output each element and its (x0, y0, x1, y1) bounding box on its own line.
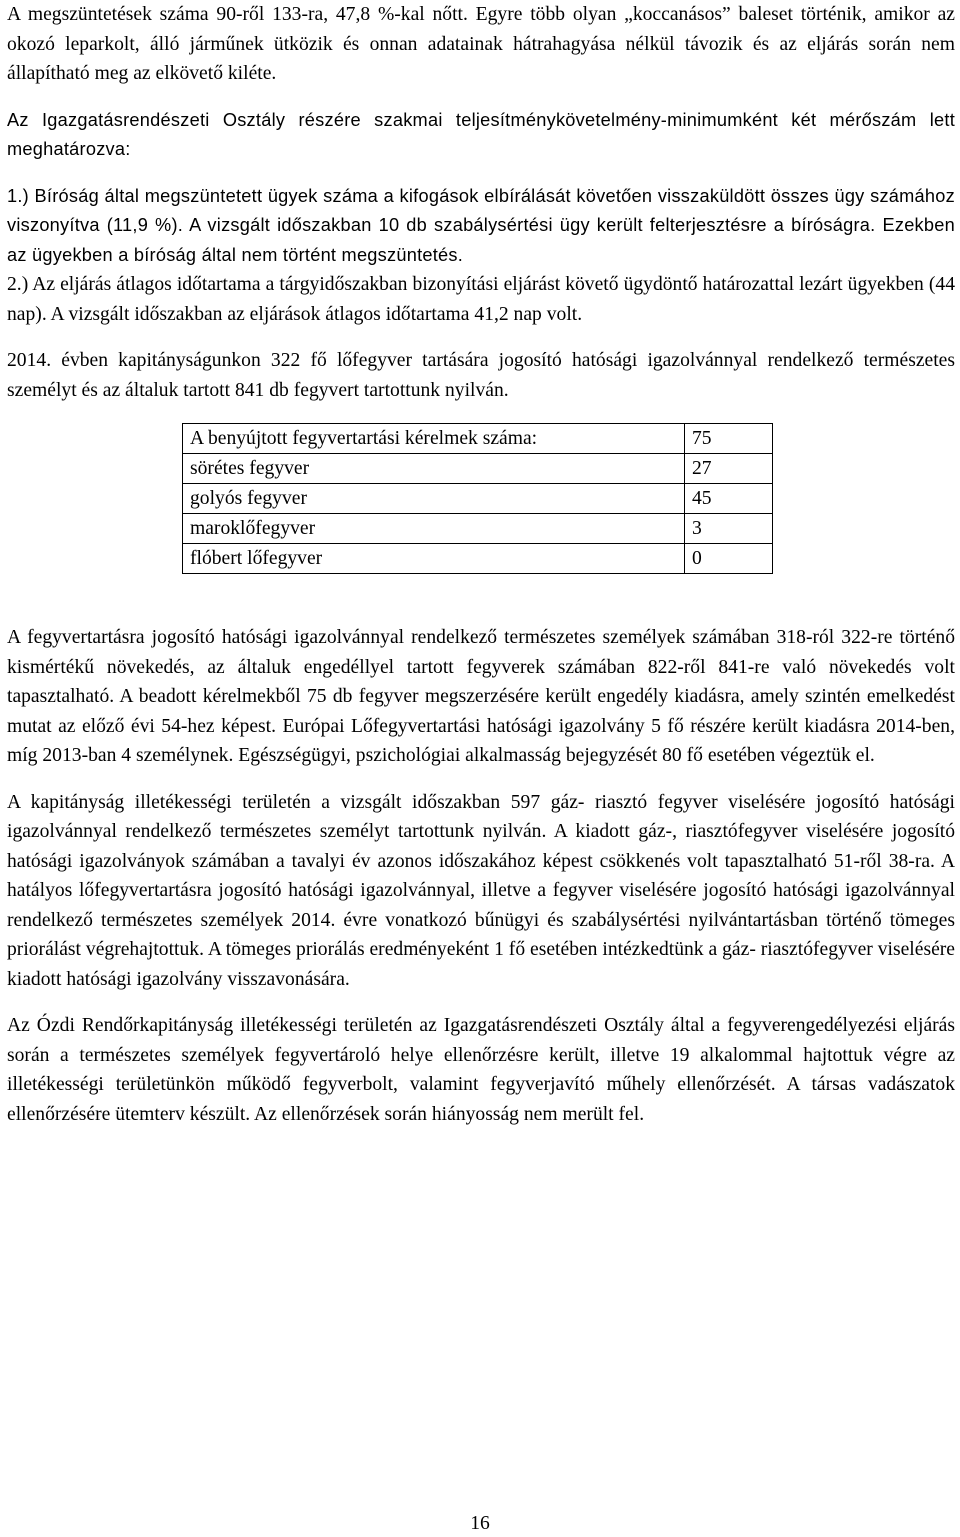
paragraph-accidents: A megszüntetések száma 90-ről 133-ra, 47,8 %-kal nőtt. Egyre több olyan „koccanásos” baleset történik, amikor az okozó leparkolt, álló járműnek ütközik és onnan adatainak hátrahagyása nélkül távozik és az eljárás során nem állapítható meg az elkövető kiléte. (7, 4, 955, 84)
paragraph-metric-2: 2.) Az eljárás átlagos időtartama a tárgyidőszakban bizonyítási eljárást követő ügydöntő határozattal lezárt ügyekben (44 nap). A vizsgált időszakban az eljárások átlagos időtartama 41,2 nap volt. (7, 274, 955, 325)
table-cell-value: 45 (685, 484, 773, 514)
document-page (7, 0, 955, 1129)
table-row (183, 424, 773, 454)
table-row (183, 544, 773, 574)
table-cell-label: A benyújtott fegyvertartási kérelmek száma: (183, 424, 685, 454)
table-cell-value: 3 (685, 514, 773, 544)
table-row (183, 514, 773, 544)
table-cell-value: 75 (685, 424, 773, 454)
paragraph-firearm-trends: A fegyvertartásra jogosító hatósági igazolvánnyal rendelkező természetes személyek számában 318-ról 322-re történő kismértékű növekedés, az általuk engedéllyel tartott fegyverek számában 822-ről 841-re való növekedés volt tapasztalható. A beadott kérelmekből 75 db fegyver megszerzésére került engedély kiadásra, amely szintén emelkedést mutat az előző évi 54-hez képest. Európai Lőfegyvertartási hatósági igazolvány 5 fő részére került kiadásra 2014-ben, míg 2013-ban 4 személynek. Egészségügyi, pszichológiai alkalmasság bejegyzését 80 fő esetében végeztük el. (7, 627, 955, 766)
weapons-table (182, 423, 773, 574)
table-row (183, 484, 773, 514)
paragraph-gas-alarm-weapons: A kapitányság illetékességi területén a vizsgált időszakban 597 gáz- riasztó fegyver viselésére jogosító hatósági igazolvánnyal rendelkező természetes személyt tartottunk nyilván. A kiadott gáz-, riasztófegyver viselésére jogosító hatósági igazolványok számában a tavalyi év azonos időszakához képest csökkenés volt tapasztalható 51-ről 38-ra. A hatályos lőfegyvertartásra jogosító hatósági igazolvánnyal, illetve a fegyver viselésére jogosító hatósági igazolvánnyal rendelkező természetes személyek 2014. évre vonatkozó bűnügyi és szabálysértési nyilvántartásban történő tömeges priorálást végrehajtottuk. A tömeges priorálás eredményeként 1 fő esetében intézkedtünk a gáz- riasztófegyver viselésére kiadott hatósági igazolvány visszavonására. (7, 791, 955, 990)
table-cell-value: 27 (685, 454, 773, 484)
table-cell-value: 0 (685, 544, 773, 574)
table-cell-label: flóbert lőfegyver (183, 544, 685, 574)
paragraph-metrics-intro: Az Igazgatásrendészeti Osztály részére szakmai teljesítménykövetelmény-minimumként két mérőszám lett meghatározva: (7, 109, 955, 159)
table-row (183, 454, 773, 484)
paragraph-metric-1: 1.) Bíróság által megszüntetett ügyek száma a kifogások elbírálását követően visszaküldött összes ügy számához viszonyítva (11,9 %). A vizsgált időszakban 10 db szabálysértési ügy került felterjesztésre a bíróságra. Ezekben az ügyekben a bíróság által nem történt megszüntetés. (7, 185, 955, 265)
table-cell-label: golyós fegyver (183, 484, 685, 514)
table-cell-label: maroklőfegyver (183, 514, 685, 544)
paragraph-inspections: Az Ózdi Rendőrkapitányság illetékességi területén az Igazgatásrendészeti Osztály által a fegyverengedélyezési eljárás során a természetes személyek fegyvertároló helye ellenőrzésre került, illetve 19 alkalommal hajtottuk végre az illetékességi területünkön működő fegyverbolt, valamint fegyverjavító műhely ellenőrzését. A társas vadászatok ellenőrzésére ütemterv készült. Az ellenőrzések során hiányosság nem merült fel. (7, 1015, 955, 1125)
table-cell-label: sörétes fegyver (183, 454, 685, 484)
paragraph-firearm-holders: 2014. évben kapitányságunkon 322 fő lőfegyver tartására jogosító hatósági igazolvánnyal rendelkező természetes személyt és az általuk tartott 841 db fegyvert tartottunk nyilván. (7, 350, 955, 401)
page-number: 16 (470, 1513, 490, 1534)
